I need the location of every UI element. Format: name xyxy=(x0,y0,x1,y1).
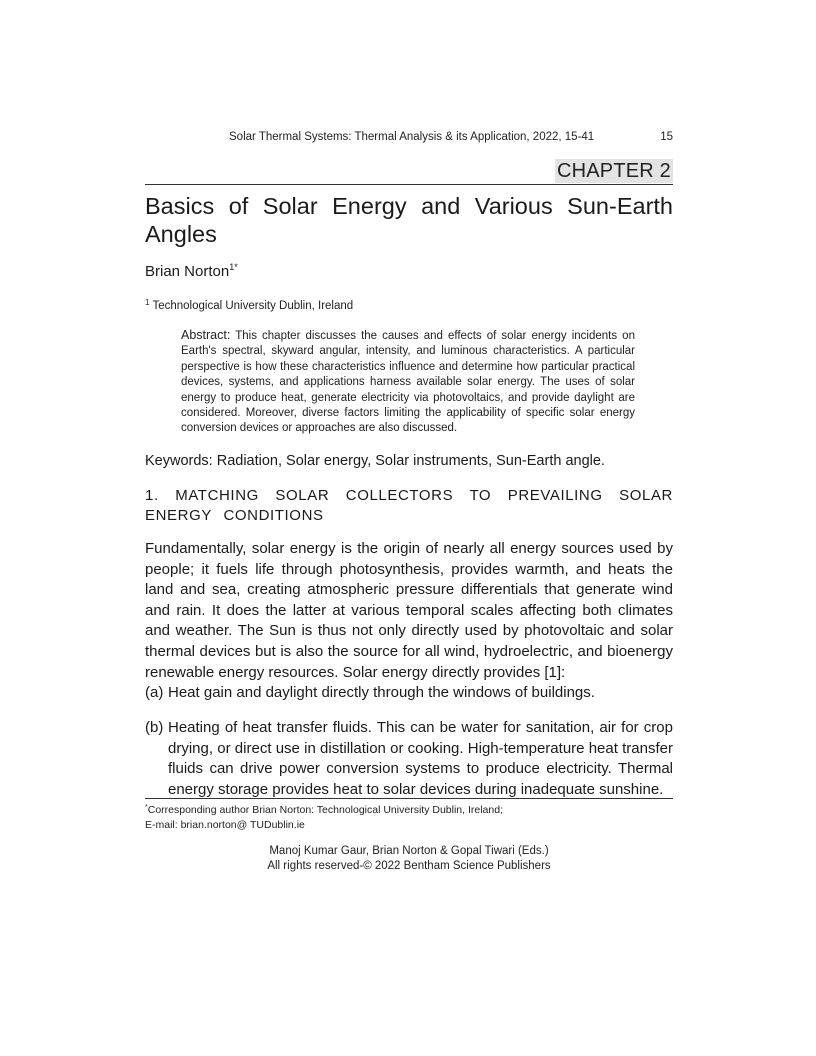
author-line xyxy=(145,262,673,280)
abstract xyxy=(181,328,635,437)
publisher-footer xyxy=(145,844,673,873)
abstract-label: Abstract: xyxy=(181,328,231,342)
footnote-email: E-mail: brian.norton@ TUDublin.ie xyxy=(145,819,305,831)
chapter-banner xyxy=(145,159,673,185)
footnote-line-1 xyxy=(145,800,673,818)
keywords xyxy=(145,453,673,469)
abstract-text: This chapter discusses the causes and effects of solar energy incidents on Earth's spectral, skyward angular, intensity, and luminous characteristics. A particular perspective is how these characteristics influence and determine how particular practical devices, systems, and applications harness available solar energy. The uses of solar energy to produce heat, generate electricity via photovoltaics, and provide daylight are considered. Moreover, diverse factors limiting the applicability of specific solar energy conversion devices or approaches are also discussed. xyxy=(181,330,635,435)
list-item-text: Heating of heat transfer fluids. This can be water for sanitation, air for crop drying, or direct use in distillation or cooking. High-temperature heat transfer fluids can drive power conversion systems to produce electricity. Thermal energy storage provides heat to solar devices during inadequate sunshine. xyxy=(168,719,673,798)
editors-line: Manoj Kumar Gaur, Brian Norton & Gopal Tiwari (Eds.) xyxy=(269,845,549,857)
keywords-text: Radiation, Solar energy, Solar instruments, Sun-Earth angle. xyxy=(216,453,605,469)
author-name: Brian Norton xyxy=(145,263,230,280)
rights-line: All rights reserved-© 2022 Bentham Science Publishers xyxy=(267,859,551,872)
running-header xyxy=(145,131,673,147)
list-item-text: Heat gain and daylight directly through the windows of buildings. xyxy=(168,684,595,701)
list-marker: (b) xyxy=(145,719,164,736)
footnote xyxy=(145,798,673,833)
body-paragraph: Fundamentally, solar energy is the origin of nearly all energy sources used by people; it fuels life through photosynthesis, provides warmth, and heats the land and sea, creating atmospheric pressure differentials that generate wind and rain. It does the latter at various temporal scales affecting both climates and weather. The Sun is thus not only directly used by photovoltaic and solar thermal devices but is also the source for all wind, hydroelectric, and bioenergy renewable energy resources. Solar energy directly provides [1]: xyxy=(145,540,673,681)
footnote-marker: * xyxy=(145,804,148,811)
footnote-author: Corresponding author Brian Norton: Technological University Dublin, Ireland; xyxy=(147,804,503,816)
affiliation-text: Technological University Dublin, Ireland xyxy=(152,300,354,312)
list-item xyxy=(145,683,673,704)
section-heading: 1. MATCHING SOLAR COLLECTORS TO PREVAILING SOLAR ENERGY CONDITIONS xyxy=(145,487,673,524)
keywords-label: Keywords: xyxy=(145,453,213,469)
affiliation-marker: 1 xyxy=(145,298,150,307)
chapter-label: CHAPTER 2 xyxy=(556,160,671,182)
affiliation xyxy=(145,298,673,312)
list-marker: (a) xyxy=(145,684,164,701)
list-item xyxy=(145,718,673,800)
journal-citation: Solar Thermal Systems: Thermal Analysis & its Application, 2022, 15-41 xyxy=(229,131,595,143)
chapter-title: Basics of Solar Energy and Various Sun-Earth Angles xyxy=(145,193,673,247)
author-superscript: 1* xyxy=(229,262,238,272)
page-number: 15 xyxy=(660,131,673,143)
